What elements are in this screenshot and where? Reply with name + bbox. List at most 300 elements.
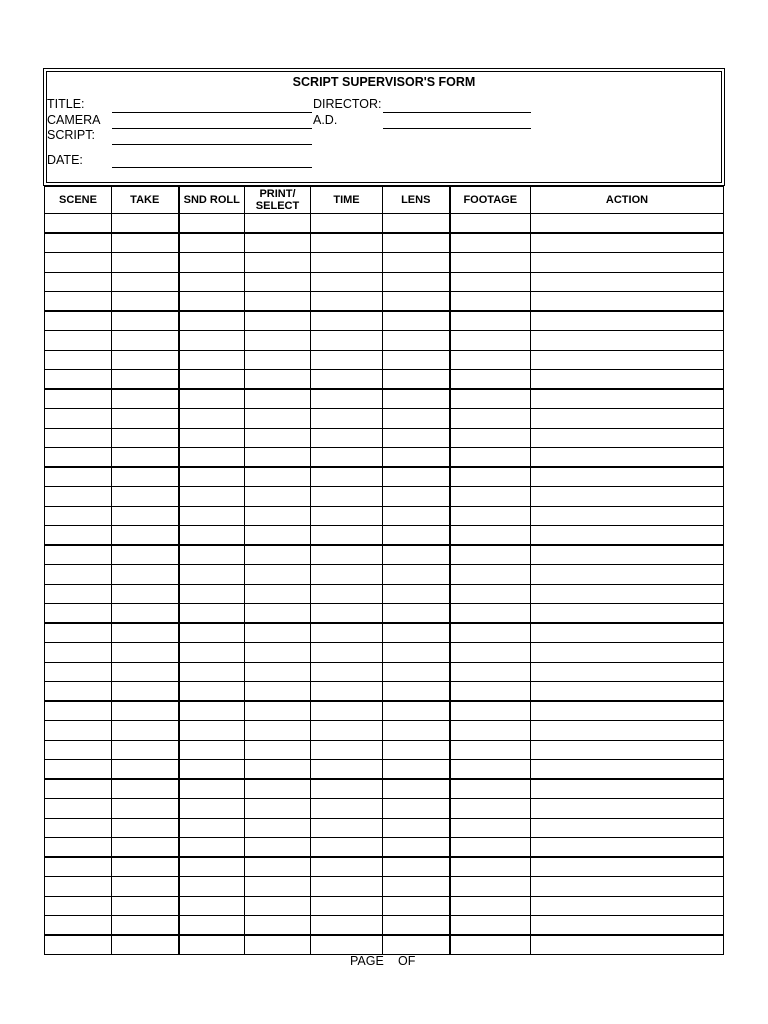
cell-action[interactable] xyxy=(531,838,724,858)
cell-print-select[interactable] xyxy=(245,331,311,351)
cell-take[interactable] xyxy=(112,487,179,507)
cell-print-select[interactable] xyxy=(245,311,311,331)
cell-snd-roll[interactable] xyxy=(179,487,245,507)
cell-take[interactable] xyxy=(112,233,179,253)
cell-footage[interactable] xyxy=(450,701,531,721)
cell-footage[interactable] xyxy=(450,233,531,253)
cell-take[interactable] xyxy=(112,428,179,448)
cell-lens[interactable] xyxy=(383,643,450,663)
cell-action[interactable] xyxy=(531,214,724,234)
cell-footage[interactable] xyxy=(450,253,531,273)
cell-snd-roll[interactable] xyxy=(179,682,245,702)
cell-time[interactable] xyxy=(311,467,383,487)
cell-lens[interactable] xyxy=(383,487,450,507)
cell-snd-roll[interactable] xyxy=(179,818,245,838)
cell-snd-roll[interactable] xyxy=(179,565,245,585)
cell-take[interactable] xyxy=(112,272,179,292)
cell-snd-roll[interactable] xyxy=(179,916,245,936)
cell-print-select[interactable] xyxy=(245,604,311,624)
cell-print-select[interactable] xyxy=(245,740,311,760)
cell-lens[interactable] xyxy=(383,467,450,487)
cell-action[interactable] xyxy=(531,526,724,546)
cell-lens[interactable] xyxy=(383,877,450,897)
cell-scene[interactable] xyxy=(45,584,112,604)
script-field[interactable] xyxy=(112,144,312,145)
cell-snd-roll[interactable] xyxy=(179,779,245,799)
cell-scene[interactable] xyxy=(45,311,112,331)
cell-snd-roll[interactable] xyxy=(179,701,245,721)
cell-time[interactable] xyxy=(311,721,383,741)
cell-scene[interactable] xyxy=(45,740,112,760)
cell-time[interactable] xyxy=(311,779,383,799)
cell-print-select[interactable] xyxy=(245,467,311,487)
cell-footage[interactable] xyxy=(450,877,531,897)
cell-scene[interactable] xyxy=(45,506,112,526)
cell-footage[interactable] xyxy=(450,448,531,468)
cell-time[interactable] xyxy=(311,935,383,955)
cell-take[interactable] xyxy=(112,292,179,312)
cell-lens[interactable] xyxy=(383,682,450,702)
cell-print-select[interactable] xyxy=(245,760,311,780)
cell-time[interactable] xyxy=(311,526,383,546)
cell-snd-roll[interactable] xyxy=(179,389,245,409)
cell-snd-roll[interactable] xyxy=(179,740,245,760)
cell-take[interactable] xyxy=(112,214,179,234)
cell-action[interactable] xyxy=(531,662,724,682)
cell-scene[interactable] xyxy=(45,682,112,702)
cell-footage[interactable] xyxy=(450,292,531,312)
cell-footage[interactable] xyxy=(450,506,531,526)
cell-time[interactable] xyxy=(311,389,383,409)
cell-time[interactable] xyxy=(311,916,383,936)
cell-take[interactable] xyxy=(112,740,179,760)
cell-take[interactable] xyxy=(112,565,179,585)
cell-action[interactable] xyxy=(531,935,724,955)
cell-lens[interactable] xyxy=(383,350,450,370)
cell-scene[interactable] xyxy=(45,623,112,643)
cell-scene[interactable] xyxy=(45,428,112,448)
cell-footage[interactable] xyxy=(450,916,531,936)
cell-footage[interactable] xyxy=(450,643,531,663)
cell-time[interactable] xyxy=(311,877,383,897)
cell-action[interactable] xyxy=(531,350,724,370)
cell-footage[interactable] xyxy=(450,896,531,916)
cell-lens[interactable] xyxy=(383,662,450,682)
ad-field[interactable] xyxy=(383,128,531,129)
cell-lens[interactable] xyxy=(383,779,450,799)
director-field[interactable] xyxy=(383,112,531,113)
cell-take[interactable] xyxy=(112,877,179,897)
cell-print-select[interactable] xyxy=(245,487,311,507)
cell-lens[interactable] xyxy=(383,896,450,916)
cell-snd-roll[interactable] xyxy=(179,428,245,448)
cell-scene[interactable] xyxy=(45,662,112,682)
cell-take[interactable] xyxy=(112,448,179,468)
cell-footage[interactable] xyxy=(450,857,531,877)
cell-print-select[interactable] xyxy=(245,389,311,409)
cell-take[interactable] xyxy=(112,643,179,663)
cell-lens[interactable] xyxy=(383,448,450,468)
cell-lens[interactable] xyxy=(383,604,450,624)
cell-print-select[interactable] xyxy=(245,662,311,682)
cell-time[interactable] xyxy=(311,584,383,604)
cell-footage[interactable] xyxy=(450,721,531,741)
cell-action[interactable] xyxy=(531,604,724,624)
cell-print-select[interactable] xyxy=(245,799,311,819)
cell-time[interactable] xyxy=(311,448,383,468)
cell-scene[interactable] xyxy=(45,370,112,390)
cell-take[interactable] xyxy=(112,370,179,390)
cell-time[interactable] xyxy=(311,214,383,234)
cell-print-select[interactable] xyxy=(245,350,311,370)
cell-print-select[interactable] xyxy=(245,545,311,565)
cell-time[interactable] xyxy=(311,799,383,819)
cell-time[interactable] xyxy=(311,857,383,877)
cell-scene[interactable] xyxy=(45,487,112,507)
cell-footage[interactable] xyxy=(450,545,531,565)
cell-scene[interactable] xyxy=(45,779,112,799)
cell-snd-roll[interactable] xyxy=(179,760,245,780)
cell-footage[interactable] xyxy=(450,331,531,351)
cell-scene[interactable] xyxy=(45,565,112,585)
cell-scene[interactable] xyxy=(45,643,112,663)
cell-take[interactable] xyxy=(112,935,179,955)
cell-scene[interactable] xyxy=(45,760,112,780)
cell-snd-roll[interactable] xyxy=(179,545,245,565)
cell-lens[interactable] xyxy=(383,565,450,585)
cell-lens[interactable] xyxy=(383,584,450,604)
cell-action[interactable] xyxy=(531,409,724,429)
cell-time[interactable] xyxy=(311,292,383,312)
cell-lens[interactable] xyxy=(383,506,450,526)
cell-lens[interactable] xyxy=(383,799,450,819)
cell-time[interactable] xyxy=(311,350,383,370)
cell-lens[interactable] xyxy=(383,760,450,780)
cell-print-select[interactable] xyxy=(245,682,311,702)
cell-take[interactable] xyxy=(112,721,179,741)
cell-take[interactable] xyxy=(112,916,179,936)
cell-lens[interactable] xyxy=(383,428,450,448)
cell-time[interactable] xyxy=(311,506,383,526)
cell-time[interactable] xyxy=(311,838,383,858)
cell-snd-roll[interactable] xyxy=(179,506,245,526)
cell-footage[interactable] xyxy=(450,526,531,546)
cell-snd-roll[interactable] xyxy=(179,253,245,273)
cell-snd-roll[interactable] xyxy=(179,721,245,741)
cell-time[interactable] xyxy=(311,311,383,331)
cell-snd-roll[interactable] xyxy=(179,233,245,253)
cell-take[interactable] xyxy=(112,545,179,565)
cell-lens[interactable] xyxy=(383,292,450,312)
cell-lens[interactable] xyxy=(383,526,450,546)
cell-time[interactable] xyxy=(311,896,383,916)
cell-footage[interactable] xyxy=(450,409,531,429)
cell-print-select[interactable] xyxy=(245,818,311,838)
cell-lens[interactable] xyxy=(383,857,450,877)
cell-scene[interactable] xyxy=(45,253,112,273)
cell-lens[interactable] xyxy=(383,721,450,741)
cell-print-select[interactable] xyxy=(245,857,311,877)
cell-footage[interactable] xyxy=(450,272,531,292)
cell-take[interactable] xyxy=(112,760,179,780)
cell-action[interactable] xyxy=(531,682,724,702)
cell-lens[interactable] xyxy=(383,311,450,331)
cell-footage[interactable] xyxy=(450,818,531,838)
cell-snd-roll[interactable] xyxy=(179,467,245,487)
cell-scene[interactable] xyxy=(45,214,112,234)
cell-print-select[interactable] xyxy=(245,409,311,429)
cell-scene[interactable] xyxy=(45,233,112,253)
cell-scene[interactable] xyxy=(45,448,112,468)
cell-footage[interactable] xyxy=(450,662,531,682)
cell-scene[interactable] xyxy=(45,409,112,429)
cell-print-select[interactable] xyxy=(245,916,311,936)
cell-scene[interactable] xyxy=(45,331,112,351)
cell-action[interactable] xyxy=(531,331,724,351)
cell-action[interactable] xyxy=(531,565,724,585)
cell-snd-roll[interactable] xyxy=(179,311,245,331)
cell-footage[interactable] xyxy=(450,584,531,604)
cell-footage[interactable] xyxy=(450,838,531,858)
cell-snd-roll[interactable] xyxy=(179,662,245,682)
cell-lens[interactable] xyxy=(383,740,450,760)
cell-lens[interactable] xyxy=(383,272,450,292)
cell-print-select[interactable] xyxy=(245,253,311,273)
cell-time[interactable] xyxy=(311,604,383,624)
cell-scene[interactable] xyxy=(45,838,112,858)
cell-lens[interactable] xyxy=(383,623,450,643)
cell-scene[interactable] xyxy=(45,350,112,370)
cell-lens[interactable] xyxy=(383,838,450,858)
cell-print-select[interactable] xyxy=(245,448,311,468)
cell-action[interactable] xyxy=(531,701,724,721)
cell-take[interactable] xyxy=(112,838,179,858)
cell-action[interactable] xyxy=(531,506,724,526)
cell-take[interactable] xyxy=(112,857,179,877)
cell-snd-roll[interactable] xyxy=(179,448,245,468)
cell-time[interactable] xyxy=(311,565,383,585)
cell-time[interactable] xyxy=(311,818,383,838)
cell-print-select[interactable] xyxy=(245,779,311,799)
cell-action[interactable] xyxy=(531,311,724,331)
cell-action[interactable] xyxy=(531,545,724,565)
cell-snd-roll[interactable] xyxy=(179,272,245,292)
cell-lens[interactable] xyxy=(383,409,450,429)
cell-scene[interactable] xyxy=(45,467,112,487)
cell-scene[interactable] xyxy=(45,857,112,877)
cell-scene[interactable] xyxy=(45,526,112,546)
cell-print-select[interactable] xyxy=(245,526,311,546)
cell-take[interactable] xyxy=(112,389,179,409)
cell-snd-roll[interactable] xyxy=(179,838,245,858)
cell-footage[interactable] xyxy=(450,740,531,760)
cell-footage[interactable] xyxy=(450,311,531,331)
cell-footage[interactable] xyxy=(450,935,531,955)
cell-print-select[interactable] xyxy=(245,272,311,292)
cell-time[interactable] xyxy=(311,370,383,390)
cell-time[interactable] xyxy=(311,409,383,429)
cell-time[interactable] xyxy=(311,740,383,760)
cell-take[interactable] xyxy=(112,409,179,429)
cell-print-select[interactable] xyxy=(245,370,311,390)
cell-scene[interactable] xyxy=(45,818,112,838)
cell-footage[interactable] xyxy=(450,467,531,487)
cell-scene[interactable] xyxy=(45,916,112,936)
cell-footage[interactable] xyxy=(450,370,531,390)
cell-snd-roll[interactable] xyxy=(179,935,245,955)
cell-print-select[interactable] xyxy=(245,233,311,253)
cell-scene[interactable] xyxy=(45,272,112,292)
cell-action[interactable] xyxy=(531,467,724,487)
title-field[interactable] xyxy=(112,112,312,113)
cell-time[interactable] xyxy=(311,233,383,253)
cell-time[interactable] xyxy=(311,662,383,682)
cell-scene[interactable] xyxy=(45,877,112,897)
cell-action[interactable] xyxy=(531,643,724,663)
cell-print-select[interactable] xyxy=(245,584,311,604)
cell-snd-roll[interactable] xyxy=(179,584,245,604)
cell-footage[interactable] xyxy=(450,604,531,624)
cell-snd-roll[interactable] xyxy=(179,214,245,234)
cell-take[interactable] xyxy=(112,467,179,487)
cell-action[interactable] xyxy=(531,233,724,253)
cell-footage[interactable] xyxy=(450,760,531,780)
cell-action[interactable] xyxy=(531,448,724,468)
cell-print-select[interactable] xyxy=(245,565,311,585)
cell-scene[interactable] xyxy=(45,545,112,565)
cell-take[interactable] xyxy=(112,584,179,604)
cell-action[interactable] xyxy=(531,779,724,799)
cell-time[interactable] xyxy=(311,682,383,702)
cell-take[interactable] xyxy=(112,350,179,370)
cell-print-select[interactable] xyxy=(245,506,311,526)
cell-action[interactable] xyxy=(531,389,724,409)
date-field[interactable] xyxy=(112,167,312,168)
cell-scene[interactable] xyxy=(45,292,112,312)
cell-take[interactable] xyxy=(112,506,179,526)
cell-print-select[interactable] xyxy=(245,214,311,234)
cell-take[interactable] xyxy=(112,604,179,624)
cell-print-select[interactable] xyxy=(245,643,311,663)
cell-snd-roll[interactable] xyxy=(179,643,245,663)
cell-take[interactable] xyxy=(112,779,179,799)
cell-time[interactable] xyxy=(311,701,383,721)
cell-snd-roll[interactable] xyxy=(179,896,245,916)
cell-take[interactable] xyxy=(112,896,179,916)
cell-footage[interactable] xyxy=(450,487,531,507)
cell-lens[interactable] xyxy=(383,818,450,838)
cell-scene[interactable] xyxy=(45,701,112,721)
cell-action[interactable] xyxy=(531,760,724,780)
cell-take[interactable] xyxy=(112,701,179,721)
cell-action[interactable] xyxy=(531,370,724,390)
cell-footage[interactable] xyxy=(450,428,531,448)
cell-take[interactable] xyxy=(112,682,179,702)
cell-action[interactable] xyxy=(531,292,724,312)
cell-time[interactable] xyxy=(311,272,383,292)
cell-snd-roll[interactable] xyxy=(179,409,245,429)
cell-action[interactable] xyxy=(531,857,724,877)
cell-action[interactable] xyxy=(531,487,724,507)
cell-print-select[interactable] xyxy=(245,838,311,858)
cell-lens[interactable] xyxy=(383,916,450,936)
cell-footage[interactable] xyxy=(450,623,531,643)
cell-action[interactable] xyxy=(531,818,724,838)
cell-time[interactable] xyxy=(311,253,383,273)
cell-take[interactable] xyxy=(112,818,179,838)
cell-print-select[interactable] xyxy=(245,701,311,721)
cell-action[interactable] xyxy=(531,272,724,292)
cell-print-select[interactable] xyxy=(245,896,311,916)
cell-lens[interactable] xyxy=(383,214,450,234)
cell-lens[interactable] xyxy=(383,701,450,721)
cell-scene[interactable] xyxy=(45,721,112,741)
cell-action[interactable] xyxy=(531,740,724,760)
cell-time[interactable] xyxy=(311,428,383,448)
cell-footage[interactable] xyxy=(450,779,531,799)
cell-print-select[interactable] xyxy=(245,428,311,448)
cell-action[interactable] xyxy=(531,584,724,604)
cell-lens[interactable] xyxy=(383,389,450,409)
cell-action[interactable] xyxy=(531,253,724,273)
cell-lens[interactable] xyxy=(383,935,450,955)
cell-action[interactable] xyxy=(531,623,724,643)
cell-take[interactable] xyxy=(112,331,179,351)
cell-action[interactable] xyxy=(531,877,724,897)
cell-time[interactable] xyxy=(311,623,383,643)
cell-take[interactable] xyxy=(112,526,179,546)
cell-take[interactable] xyxy=(112,253,179,273)
camera-field[interactable] xyxy=(112,128,312,129)
cell-take[interactable] xyxy=(112,799,179,819)
cell-lens[interactable] xyxy=(383,545,450,565)
cell-print-select[interactable] xyxy=(245,623,311,643)
cell-scene[interactable] xyxy=(45,389,112,409)
cell-lens[interactable] xyxy=(383,233,450,253)
cell-scene[interactable] xyxy=(45,935,112,955)
cell-action[interactable] xyxy=(531,799,724,819)
cell-snd-roll[interactable] xyxy=(179,350,245,370)
cell-scene[interactable] xyxy=(45,896,112,916)
cell-footage[interactable] xyxy=(450,214,531,234)
cell-snd-roll[interactable] xyxy=(179,623,245,643)
cell-lens[interactable] xyxy=(383,331,450,351)
cell-snd-roll[interactable] xyxy=(179,370,245,390)
cell-print-select[interactable] xyxy=(245,721,311,741)
cell-action[interactable] xyxy=(531,428,724,448)
cell-time[interactable] xyxy=(311,760,383,780)
cell-action[interactable] xyxy=(531,916,724,936)
cell-take[interactable] xyxy=(112,623,179,643)
cell-time[interactable] xyxy=(311,545,383,565)
cell-print-select[interactable] xyxy=(245,877,311,897)
cell-lens[interactable] xyxy=(383,370,450,390)
cell-snd-roll[interactable] xyxy=(179,292,245,312)
cell-print-select[interactable] xyxy=(245,292,311,312)
cell-action[interactable] xyxy=(531,896,724,916)
cell-time[interactable] xyxy=(311,643,383,663)
cell-time[interactable] xyxy=(311,487,383,507)
cell-snd-roll[interactable] xyxy=(179,857,245,877)
cell-snd-roll[interactable] xyxy=(179,331,245,351)
cell-scene[interactable] xyxy=(45,799,112,819)
cell-footage[interactable] xyxy=(450,682,531,702)
cell-snd-roll[interactable] xyxy=(179,526,245,546)
cell-take[interactable] xyxy=(112,311,179,331)
cell-footage[interactable] xyxy=(450,350,531,370)
cell-scene[interactable] xyxy=(45,604,112,624)
cell-snd-roll[interactable] xyxy=(179,604,245,624)
